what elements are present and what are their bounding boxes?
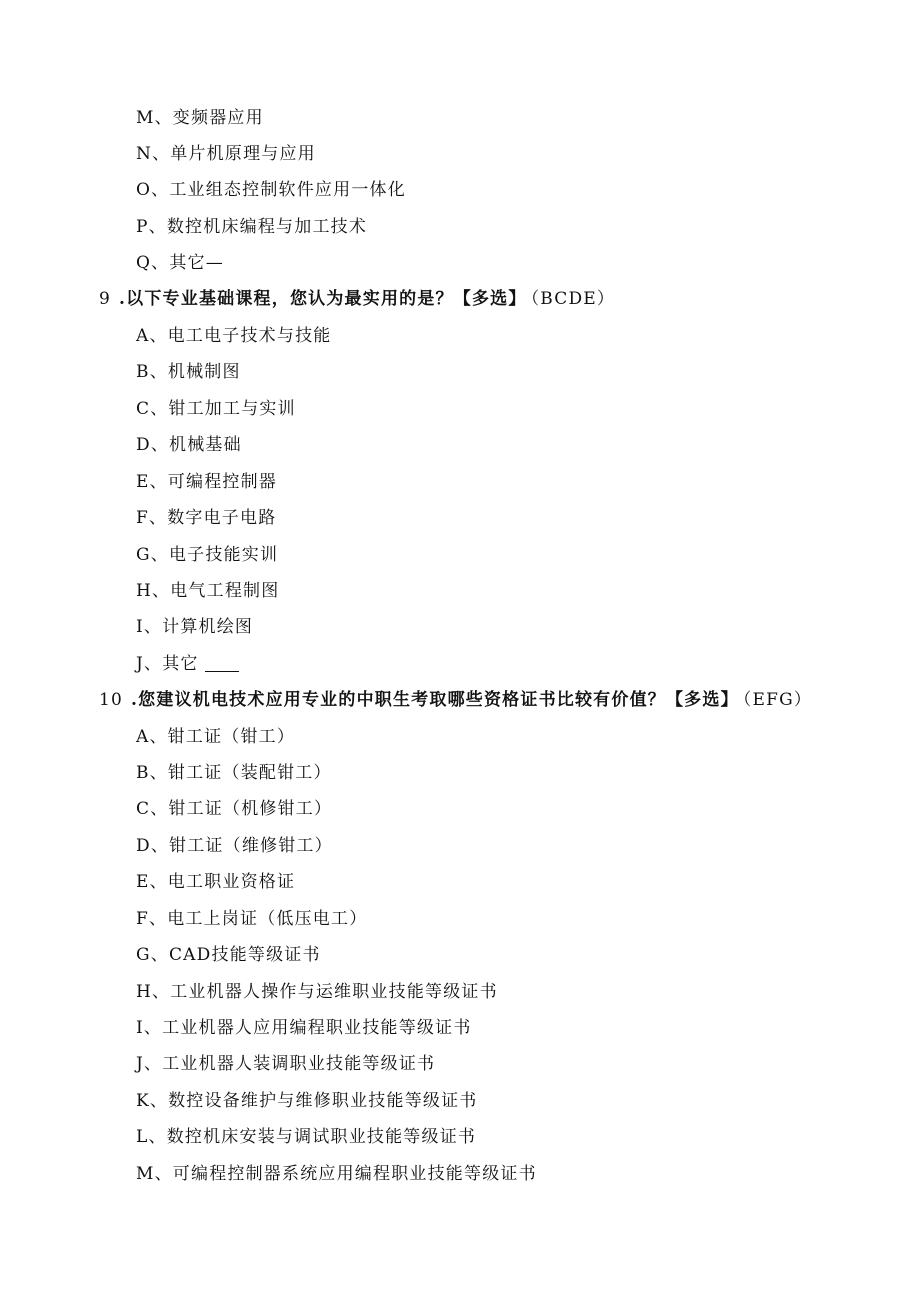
- q9-option-f: F、数字电子电路: [136, 508, 277, 528]
- q9-option-b: B、机械制图: [136, 362, 241, 382]
- q10-option-b: B、钳工证（装配钳工）: [136, 763, 332, 783]
- q10-option-e: E、电工职业资格证: [136, 872, 296, 892]
- q9-option-i: I、计算机绘图: [136, 617, 254, 637]
- question-10-text: .您建议机电技术应用专业的中职生考取哪些资格证书比较有价值？【多选】: [131, 690, 739, 710]
- fill-in-blank: [205, 670, 239, 672]
- question-10: [99, 682, 812, 718]
- q10-option-i: I、工业机器人应用编程职业技能等级证书: [136, 1018, 472, 1038]
- q10-option-a: A、钳工证（钳工）: [136, 727, 296, 747]
- q10-option-f: F、电工上岗证（低压电工）: [136, 909, 368, 929]
- q10-option-g: G、CAD技能等级证书: [136, 945, 321, 965]
- question-10-number: 10: [99, 690, 124, 710]
- q9-option-j-label: J、其它: [136, 654, 199, 674]
- q9-option-e: E、可编程控制器: [136, 472, 278, 492]
- q10-option-c: C、钳工证（机修钳工）: [136, 799, 333, 819]
- q9-option-g: G、电子技能实训: [136, 545, 279, 565]
- q9-option-h: H、电气工程制图: [136, 581, 280, 601]
- q8-option-m: M、变频器应用: [136, 108, 264, 128]
- q10-option-m: M、可编程控制器系统应用编程职业技能等级证书: [136, 1164, 537, 1184]
- question-9-text: .以下专业基础课程，您认为最实用的是？【多选】: [119, 289, 527, 309]
- q8-option-q: Q、其它—: [136, 253, 224, 273]
- q8-option-p: P、数控机床编程与加工技术: [136, 217, 368, 237]
- question-9: [99, 281, 615, 317]
- q10-option-j: J、工业机器人装调职业技能等级证书: [136, 1054, 436, 1074]
- question-10-answer: （EFG）: [742, 690, 813, 710]
- question-9-answer: （BCDE）: [530, 289, 616, 309]
- q10-option-d: D、钳工证（维修钳工）: [136, 836, 333, 856]
- question-9-number: 9: [99, 289, 112, 309]
- q10-option-h: H、工业机器人操作与运维职业技能等级证书: [136, 982, 498, 1002]
- q8-option-n: N、单片机原理与应用: [136, 144, 316, 164]
- q9-option-a: A、电工电子技术与技能: [136, 326, 332, 346]
- q9-option-c: C、钳工加工与实训: [136, 399, 296, 419]
- q10-option-k: K、数控设备维护与维修职业技能等级证书: [136, 1091, 478, 1111]
- q10-option-l: L、数控机床安装与调试职业技能等级证书: [136, 1127, 477, 1147]
- q9-option-j: [136, 646, 239, 682]
- q8-option-o: O、工业组态控制软件应用一体化: [136, 180, 406, 200]
- q9-option-d: D、机械基础: [136, 435, 242, 455]
